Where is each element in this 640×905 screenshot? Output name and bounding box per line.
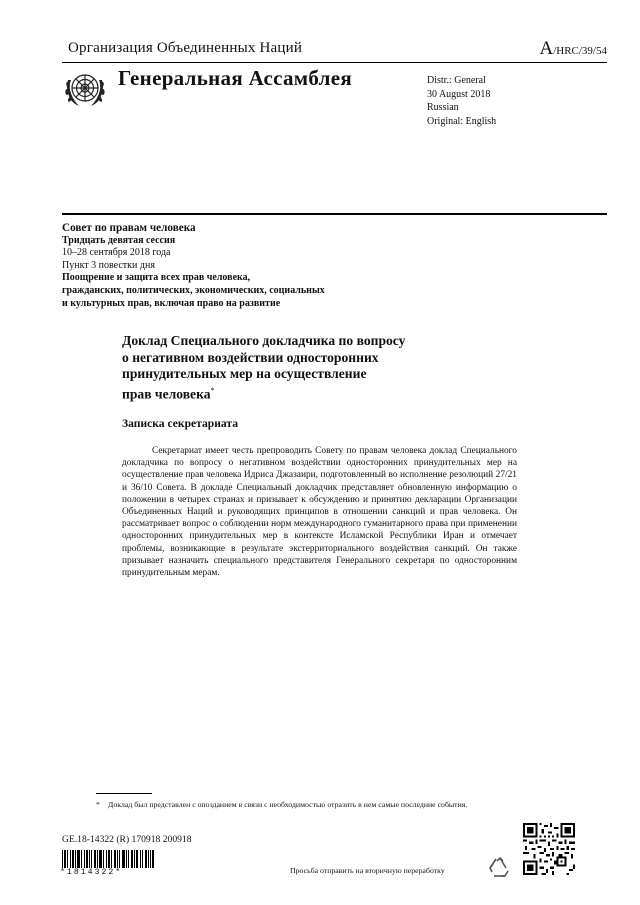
distribution-block — [427, 74, 496, 128]
agenda-title-line: и культурных прав, включая право на развитие — [62, 297, 281, 309]
session-name: Тридцать девятая сессия — [62, 234, 176, 246]
report-title-line: Доклад Специального докладчика по вопросу — [122, 333, 406, 348]
footnote-text: Доклад был представлен с опозданием в связи с необходимостью отразить в нем самые последние события. — [108, 800, 468, 809]
barcode-number: *1814322* — [60, 868, 123, 877]
recycle-note: Просьба отправить на вторичную переработку — [290, 866, 445, 875]
recycle-icon — [488, 856, 512, 880]
header-rule — [62, 62, 607, 63]
footnote — [96, 800, 498, 811]
footnote-mark: * — [96, 800, 100, 809]
organization-name: Организация Объединенных Наций — [68, 40, 303, 56]
distribution-line: 30 August 2018 — [427, 88, 491, 100]
section-rule — [62, 213, 607, 215]
symbol-number: /HRC/39/54 — [553, 45, 607, 57]
distribution-line: Russian — [427, 102, 459, 113]
report-title-line: принудительных мер на осуществление — [122, 366, 367, 381]
symbol-prefix: A — [539, 38, 554, 59]
body-paragraph: Секретариат имеет честь препроводить Совету по правам человека доклад Специального докладчика по вопросу о негативном воздействии односторонних принудительных мер на осуществление прав человека Идриса Джазаири, подготовленный во исполнение резолюций 27/21 и 36/10 Совета. В докладе Специальный докладчик представляет обновленную информацию о положении в четырех странах и призывает к обсуждению и принятию декларации Организации Объединенных Наций и руководящих принципов в отношении санкций и прав человека. Он рассматривает вопрос о соблюдении норм международного гуманитарного права при применении односторонних принудительных мер в контексте Исламской Республики Иран и отмечает проблемы, возникающие в результате экстерриториального воздействия санкций. Он также призывает назначить специального представителя Генерального секретаря по односторонним принудительным мерам. — [122, 446, 517, 579]
session-dates: 10–28 сентября 2018 года — [62, 247, 171, 259]
document-symbol — [539, 38, 607, 60]
report-title — [122, 333, 462, 403]
distribution-line: Original: English — [427, 115, 497, 127]
document-reference: GE.18-14322 (R) 170918 200918 — [62, 834, 192, 845]
council-block — [62, 222, 325, 310]
barcode-icon — [62, 850, 154, 868]
report-title-line: о негативном воздействии односторонних — [122, 349, 379, 365]
general-assembly-title: Генеральная Ассамблея — [118, 66, 353, 90]
agenda-title-line: Поощрение и защита всех прав человека, — [62, 272, 251, 284]
note-heading: Записка секретариата — [122, 417, 239, 430]
distribution-line: Distr.: General — [427, 75, 486, 86]
un-emblem-icon — [62, 66, 108, 112]
footnote-reference[interactable]: * — [210, 385, 215, 395]
report-title-line: прав человека — [122, 386, 211, 402]
council-name: Совет по правам человека — [62, 222, 196, 234]
footnote-rule — [96, 793, 152, 794]
agenda-item: Пункт 3 повестки дня — [62, 259, 155, 271]
agenda-title-line: гражданских, политических, экономических, социальных — [62, 284, 325, 296]
qr-code-icon — [523, 823, 575, 875]
